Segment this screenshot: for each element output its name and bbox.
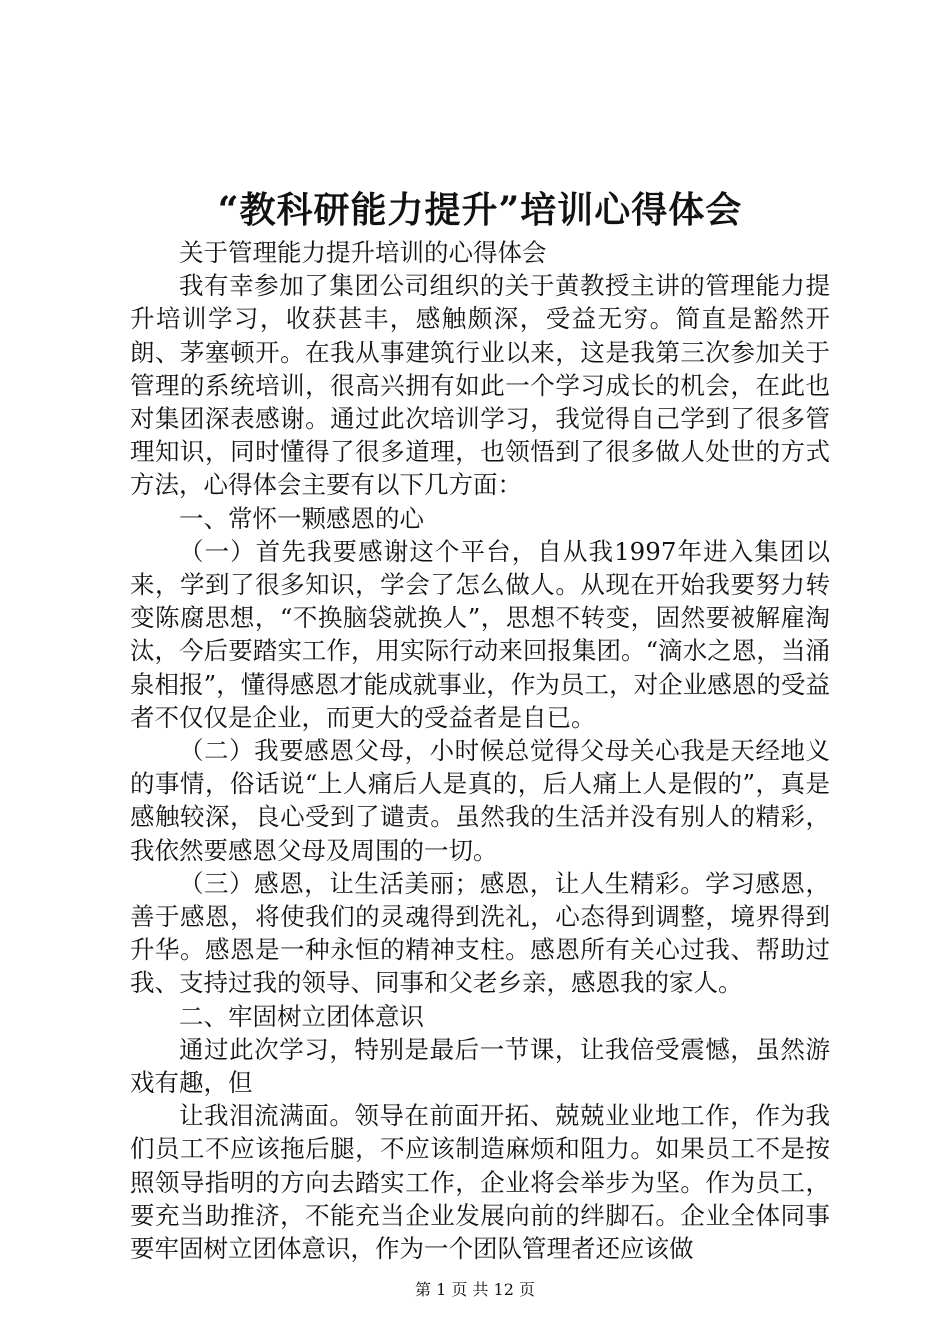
paragraph-teamwork-1: 通过此次学习，特别是最后一节课，让我倍受震憾，虽然游戏有趣，但 [130, 1034, 830, 1098]
page-number-footer: 第 1 页 共 12 页 [415, 1280, 535, 1299]
paragraph-gratitude-3: （三）感恩，让生活美丽；感恩，让人生精彩。学习感恩，善于感恩，将使我们的灵魂得到洗礼，心态得到调整，境界得到升华。感恩是一种永恒的精神支柱。感恩所有关心过我、帮助过我、支持过我的领导、同事和父老乡亲，感恩我的家人。 [130, 868, 830, 998]
section-heading-gratitude: 一、常怀一颗感恩的心 [179, 503, 424, 533]
page-title: “教科研能力提升”培训心得体会 [217, 189, 743, 231]
paragraph-gratitude-1: （一）首先我要感谢这个平台，自从我1997年进入集团以来，学到了很多知识，学会了怎么做人。从现在开始我要努力转变陈腐思想，“不换脑袋就换人”，思想不转变，固然要被解雇淘汰，今后要踏实工作，用实际行动来回报集团。“滴水之恩，当涌泉相报”，懂得感恩才能成就事业，作为员工，对企业感恩的受益者不仅仅是企业，而更大的受益者是自已。 [130, 536, 830, 732]
paragraph-subtitle: 关于管理能力提升培训的心得体会 [179, 238, 547, 267]
paragraph-intro: 我有幸参加了集团公司组织的关于黄教授主讲的管理能力提升培训学习，收获甚丰，感触颇深，受益无穷。简直是豁然开朗、茅塞顿开。在我从事建筑行业以来，这是我第三次参加关于管理的系统培训，很高兴拥有如此一个学习成长的机会，在此也对集团深表感谢。通过此次培训学习，我觉得自己学到了很多管理知识，同时懂得了很多道理，也领悟到了很多做人处世的方式方法，心得体会主要有以下几方面： [130, 271, 830, 500]
paragraph-gratitude-2: （二）我要感恩父母，小时候总觉得父母关心我是天经地义的事情，俗话说“上人痛后人是真的，后人痛上人是假的”，真是感触较深，良心受到了谴责。虽然我的生活并没有别人的精彩，我依然要感恩父母及周围的一切。 [130, 736, 830, 865]
document-body [130, 236, 830, 1265]
paragraph-teamwork-2: 让我泪流满面。领导在前面开拓、兢兢业业地工作，作为我们员工不应该拖后腿，不应该制造麻烦和阻力。如果员工不是按照领导指明的方向去踏实工作，企业将会举步为坚。作为员工，要充当助推济，不能充当企业发展向前的绊脚石。企业全体同事要牢固树立团体意识，作为一个团队管理者还应该做 [130, 1101, 830, 1264]
section-heading-teamwork: 二、牢固树立团体意识 [179, 1001, 424, 1031]
